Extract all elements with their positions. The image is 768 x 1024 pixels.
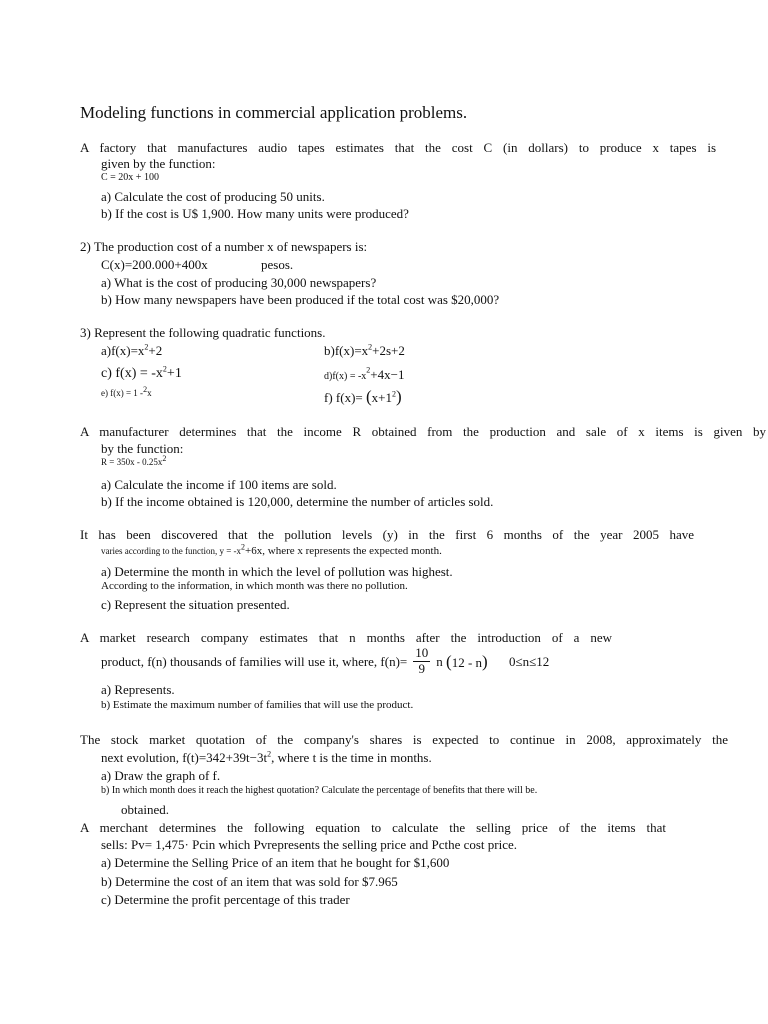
p7-intro-line1: The stock market quotation of the company's shares is expected to continue in 2008, approximately the — [80, 732, 728, 747]
p2-unit: pesos. — [261, 257, 294, 272]
p2-intro: 2) The production cost of a number x of newspapers is: — [80, 239, 368, 254]
p1-intro-line2: given by the function: — [101, 156, 216, 171]
p4-question-a: a) Calculate the income if 100 items are sold. — [101, 477, 337, 492]
p2-question-b: b) How many newspapers have been produced if the total cost was $20,000? — [101, 292, 500, 307]
p4-question-b: b) If the income obtained is 120,000, determine the number of articles sold. — [101, 494, 494, 509]
p2-question-a: a) What is the cost of producing 30,000 newspapers? — [101, 275, 377, 290]
p7-question-b: b) In which month does it reach the highest quotation? Calculate the percentage of benefits that there will be. — [101, 785, 538, 796]
p4-formula: $R = 350x - 0.25x^2$ — [101, 454, 167, 467]
p5-question-b: According to the information, in which month was there no pollution. — [101, 580, 408, 592]
p5-intro-line1: It has been discovered that the pollution levels (y) in the first 6 months of the year 2005 have — [80, 527, 694, 542]
p3-intro: 3) Represent the following quadratic functions. — [80, 325, 326, 340]
p7-question-a: a) Draw the graph of f. — [101, 768, 221, 783]
p2-formula: C(x)=200.000+400x — [101, 257, 208, 272]
p5-question-c: c) Represent the situation presented. — [101, 597, 290, 612]
p3-function-e: e) f(x) = 1 -$^2$x — [101, 385, 152, 398]
p3-function-c: c) $f(x) = -x^2+1$ — [101, 364, 182, 381]
p1-intro-line1: A factory that manufactures audio tapes estimates that the cost C (in dollars) to produce x tapes is — [80, 140, 716, 155]
p6-intro-line1: A market research company estimates that n months after the introduction of a new — [80, 630, 612, 645]
p3-function-a: $a)f(x)=x^2+2$ — [101, 342, 163, 358]
p1-question-a: a) Calculate the cost of producing 50 units. — [101, 189, 325, 204]
p8-intro-line2: sells: Pv= 1,475· Pcin which Pvrepresents the selling price and Pcthe cost price. — [101, 837, 518, 852]
p8-question-b: b) Determine the cost of an item that was sold for $7.965 — [101, 874, 398, 889]
p6-question-b: b) Estimate the maximum number of families that will use the product. — [101, 699, 414, 711]
p1-formula: C = 20x + 100 — [101, 172, 159, 183]
p6-intro-line2: product, f(n) thousands of families will use it, where, f(n)= $\frac{10}{9}$ n (12 - n) 0≤n≤12 — [101, 645, 550, 676]
p8-intro-line1: A merchant determines the following equation to calculate the selling price of the items that — [80, 820, 666, 835]
p4-intro-line2: by the function: — [101, 441, 184, 456]
p8-question-c: c) Determine the profit percentage of this trader — [101, 892, 350, 907]
p4-intro-line1: A manufacturer determines that the income R obtained from the production and sale of x items is given by — [80, 424, 766, 439]
page-title: Modeling functions in commercial application problems. — [80, 103, 468, 122]
p3-function-d: $d)f(x) = -x^2+4x-1$ — [324, 365, 405, 382]
p6-fraction: $\frac{10}{9}$ — [415, 645, 429, 676]
p5-intro-line2: varies according to the function, $y = -x^2+6x$, where x represents the expected month. — [101, 542, 442, 557]
p3-function-f: f) $f(x)= (x+1^2)$ — [324, 387, 402, 406]
p5-question-a: a) Determine the month in which the level of pollution was highest. — [101, 564, 453, 579]
p3-function-b: $b)f(x)=x^2+2s+2$ — [324, 342, 405, 358]
p7-question-b-cont: obtained. — [121, 802, 170, 817]
p7-intro-line2: next evolution, $f(t)=342+39t-3t^2$, where t is the time in months. — [101, 749, 432, 765]
p6-question-a: a) Represents. — [101, 682, 175, 697]
p1-question-b: b) If the cost is U$ 1,900. How many units were produced? — [101, 206, 409, 221]
p8-question-a: a) Determine the Selling Price of an item that he bought for $1,600 — [101, 855, 450, 870]
